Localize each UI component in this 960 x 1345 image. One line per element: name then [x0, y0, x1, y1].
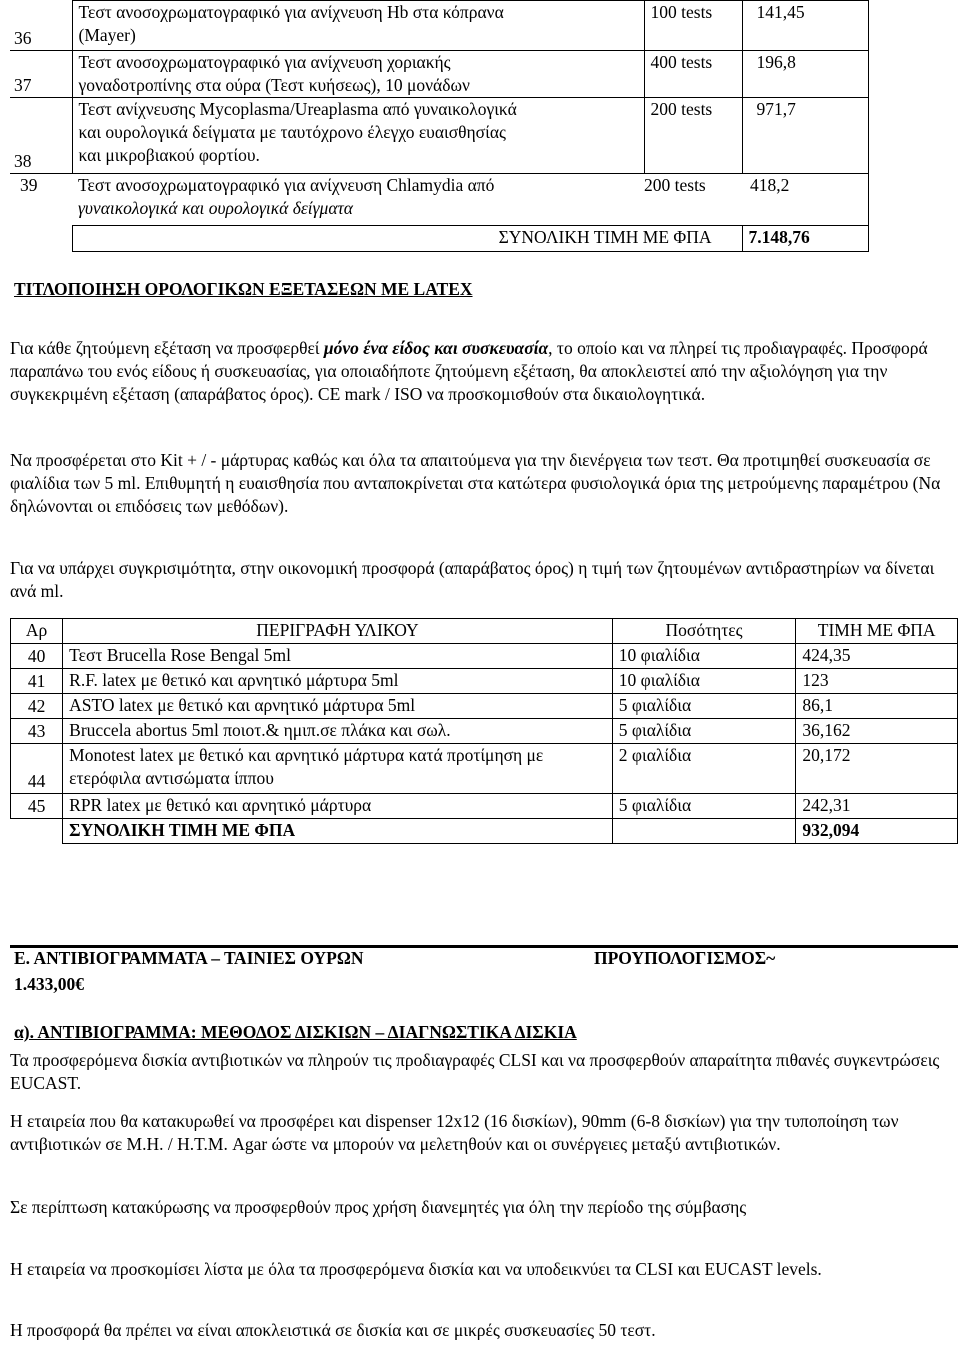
row-quantity: 5 φιαλίδια	[612, 694, 796, 719]
row-quantity: 200 tests	[644, 98, 742, 174]
row-description: Monotest latex με θετικό και αρνητικό μάρτυρα κατά προτίμηση με ετερόφιλα αντισώματα ίππου	[63, 744, 613, 794]
description-line: Τεστ ανοσοχρωματογραφικό για ανίχνευση χοριακής	[78, 52, 451, 72]
row-description	[72, 1, 644, 51]
column-header: Ποσότητες	[612, 619, 796, 644]
row-number: 45	[11, 794, 63, 819]
table-row	[10, 174, 868, 226]
tests-table	[10, 0, 869, 252]
description-line: Τεστ ανοσοχρωματογραφικό για ανίχνευση Chlamydia από	[78, 175, 495, 195]
row-price: 141,45	[742, 1, 868, 51]
row-quantity: 5 φιαλίδια	[612, 719, 796, 744]
row-description: ASTO latex με θετικό και αρνητικό μάρτυρα 5ml	[63, 694, 613, 719]
budget-label: ΠΡΟΥΠΟΛΟΓΙΣΜΟΣ~	[594, 948, 776, 968]
row-quantity: 2 φιαλίδια	[612, 744, 796, 794]
paragraph: Η εταιρεία που θα κατακυρωθεί να προσφέρει και dispenser 12x12 (16 δισκίων), 90mm (6-8 δισκίων) για την τυποποίηση των αντιβιοτικών σε Μ.Η. / Η.Τ.Μ. Agar ώστε να μπορούν να μελετηθούν και οι συνέργειες μεταξύ αντιβιοτικών.	[10, 1111, 899, 1154]
row-price: 424,35	[796, 644, 958, 669]
paragraph: Να προσφέρεται στο Kit + / - μάρτυρας καθώς και όλα τα απαιτούμενα για την διενέργεια των τεστ. Θα προτιμηθεί συσκευασία σε φιαλίδια των 5 ml. Επιθυμητή η ευαισθησία που ανταποκρίνεται στα κατώτερα φυσιολογικά όρια της μετρούμενης παραμέτρου (Να δηλώνονται οι επιδόσεις των μεθόδων).	[10, 450, 941, 516]
row-quantity: 100 tests	[644, 1, 742, 51]
row-description	[72, 174, 644, 226]
row-number: 38	[10, 98, 72, 174]
row-number: 40	[11, 644, 63, 669]
row-description	[72, 51, 644, 98]
row-number: 44	[11, 744, 63, 794]
row-price: 196,8	[742, 51, 868, 98]
paragraph: Η προσφορά θα πρέπει να είναι αποκλειστικά σε δισκία και σε μικρές συσκευασίες 50 τεστ.	[10, 1320, 656, 1340]
table-row	[11, 744, 958, 794]
description-line: και ουρολογικά δείγματα με ταυτόχρονο έλεγχο ευαισθησίας	[78, 121, 506, 142]
row-description	[72, 98, 644, 174]
row-number: 36	[10, 1, 72, 51]
description-line: Τεστ ανοσοχρωματογραφικό για ανίχνευση Hb στα κόπρανα	[78, 2, 504, 22]
row-price: 86,1	[796, 694, 958, 719]
total-label: ΣΥΝΟΛΙΚΗ ΤΙΜΗ ΜΕ ΦΠΑ	[63, 819, 613, 844]
paragraph: Η εταιρεία να προσκομίσει λίστα με όλα τα προσφερόμενα δισκία και να υποδεικνύει τα CLSI και EUCAST levels.	[10, 1259, 822, 1279]
total-label: ΣΥΝΟΛΙΚΗ ΤΙΜΗ ΜΕ ΦΠΑ	[72, 226, 742, 252]
row-number: 39	[20, 175, 38, 195]
description-line: γοναδοτροπίνης στα ούρα (Τεστ κυήσεως), 10 μονάδων	[78, 74, 470, 95]
table-total-row	[11, 819, 958, 844]
row-description: Τεστ Brucella Rose Bengal 5ml	[63, 644, 613, 669]
row-number: 42	[11, 694, 63, 719]
sub-heading: α). ΑΝΤΙΒΙΟΓΡΑΜΜΑ: ΜΕΘΟΔΟΣ ΔΙΣΚΙΩΝ – ΔΙΑΓΝΩΣΤΙΚΑ ΔΙΣΚΙΑ	[14, 1022, 577, 1042]
row-price: 971,7	[742, 98, 868, 174]
description-line: (Mayer)	[78, 24, 136, 45]
table-row	[10, 98, 868, 174]
row-price: 20,172	[796, 744, 958, 794]
row-price: 242,31	[796, 794, 958, 819]
section-heading: ΤΙΤΛΟΠΟΙΗΣΗ ΟΡΟΛΟΓΙΚΩΝ ΕΞΕΤΑΣΕΩΝ ΜΕ LATEX	[14, 279, 473, 299]
row-number: 37	[10, 51, 72, 98]
row-number: 43	[11, 719, 63, 744]
table-total-row	[10, 226, 868, 252]
section-title: Ε. ΑΝΤΙΒΙΟΓΡΑΜΜΑΤΑ – ΤΑΙΝΙΕΣ ΟΥΡΩΝ	[14, 948, 364, 968]
table-row	[11, 644, 958, 669]
description-line: γυναικολογικά και ουρολογικά δείγματα	[78, 197, 353, 218]
table-row	[11, 794, 958, 819]
table-row	[11, 719, 958, 744]
column-header: ΠΕΡΙΓΡΑΦΗ ΥΛΙΚΟΥ	[63, 619, 613, 644]
row-quantity: 10 φιαλίδια	[612, 644, 796, 669]
row-description: R.F. latex με θετικό και αρνητικό μάρτυρα 5ml	[63, 669, 613, 694]
row-price: 123	[796, 669, 958, 694]
table-row	[11, 669, 958, 694]
row-description: Bruccela abortus 5ml ποιοτ.& ημιπ.σε πλάκα και σωλ.	[63, 719, 613, 744]
row-quantity: 5 φιαλίδια	[612, 794, 796, 819]
budget-value: 1.433,00€	[14, 974, 84, 994]
row-quantity: 10 φιαλίδια	[612, 669, 796, 694]
row-quantity: 200 tests	[644, 174, 742, 226]
paragraph: Τα προσφερόμενα δισκία αντιβιοτικών να πληρούν τις προδιαγραφές CLSI και να προσφερθούν απαραίτητα πιθανές συγκεντρώσεις EUCAST.	[10, 1050, 940, 1093]
row-price: 418,2	[742, 174, 868, 226]
latex-table	[10, 618, 958, 844]
description-line: Τεστ ανίχνευσης Mycoplasma/Ureaplasma από γυναικολογικά	[78, 99, 517, 119]
table-header-row	[11, 619, 958, 644]
table-row	[10, 51, 868, 98]
emphasis-text: μόνο ένα είδος και συσκευασία	[323, 338, 549, 358]
total-value: 932,094	[796, 819, 958, 844]
row-quantity: 400 tests	[644, 51, 742, 98]
row-description: RPR latex με θετικό και αρνητικό μάρτυρα	[63, 794, 613, 819]
paragraph: Σε περίπτωση κατακύρωσης να προσφερθούν προς χρήση διανεμητές για όλη την περίοδο της σύμβασης	[10, 1197, 747, 1217]
row-number: 41	[11, 669, 63, 694]
paragraph: Για κάθε ζητούμενη εξέταση να προσφερθεί μόνο ένα είδος και συσκευασία, το οποίο και να πληρεί τις προδιαγραφές. Προσφορά παραπάνω του ενός είδους ή συσκευασίας, για οποιαδήποτε ζητούμενη εξέταση, θα αποκλειστεί από την αξιολόγηση για την συγκεκριμένη εξέταση (απαράβατος όρος). CE mark / ISO να προσκομισθούν στα δικαιολογητικά.	[10, 338, 928, 404]
column-header: Αρ	[11, 619, 63, 644]
row-price: 36,162	[796, 719, 958, 744]
column-header: ΤΙΜΗ ΜΕ ΦΠΑ	[796, 619, 958, 644]
description-line: και μικροβιακού φορτίου.	[78, 144, 260, 165]
table-row	[11, 694, 958, 719]
total-value: 7.148,76	[742, 226, 868, 252]
paragraph: Για να υπάρχει συγκρισιμότητα, στην οικονομική προσφορά (απαράβατος όρος) η τιμή των ζητουμένων αντιδραστηρίων να δίνεται ανά ml.	[10, 558, 935, 601]
table-row	[10, 1, 868, 51]
